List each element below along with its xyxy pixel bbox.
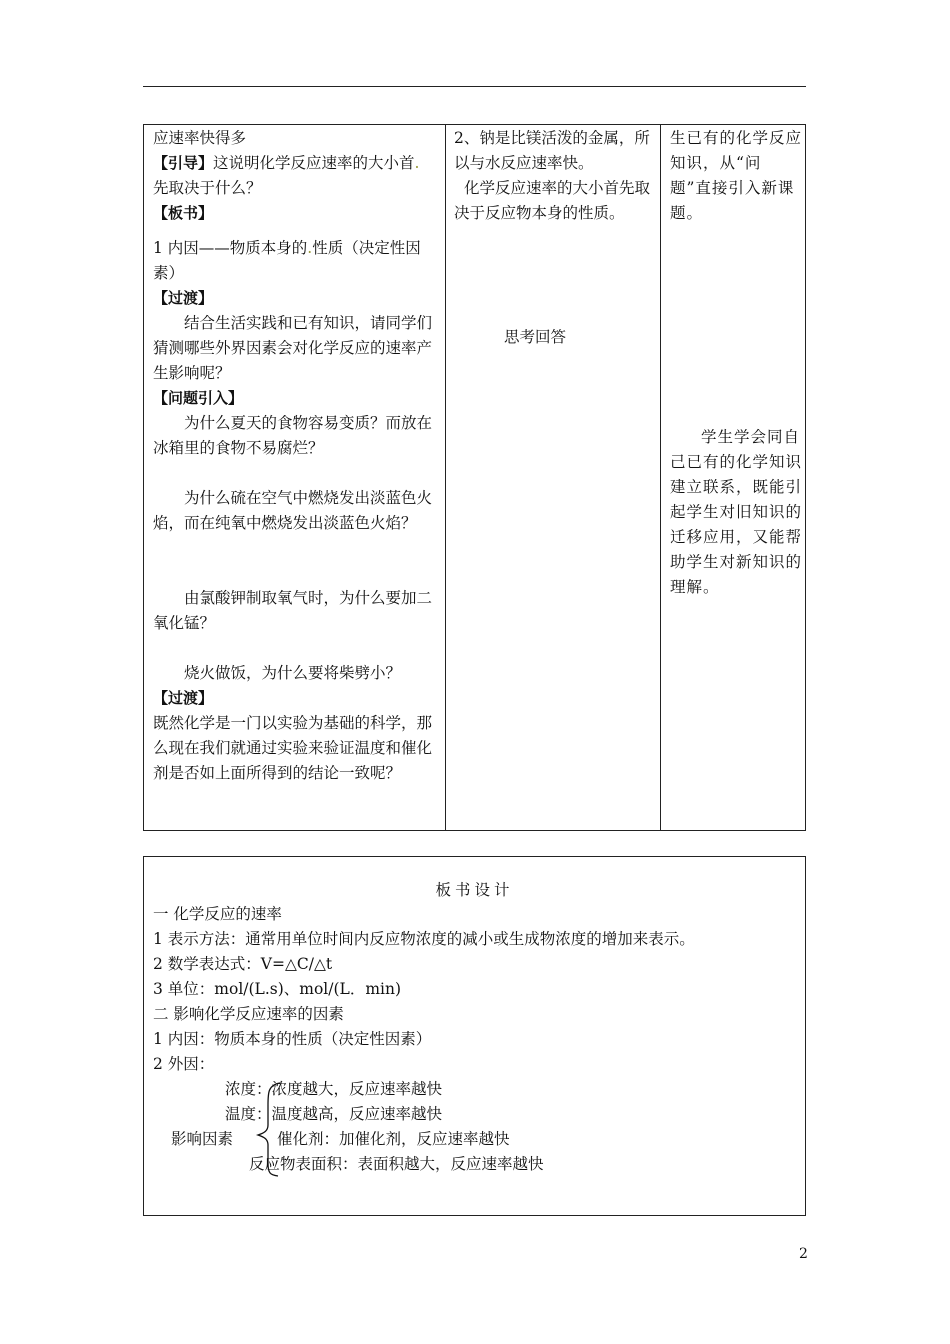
question-3: 由氯酸钾制取氧气时，为什么要加二氧化锰？: [153, 589, 433, 632]
answer-2: 化学反应速率的大小首先取决于反应物本身的性质。: [454, 179, 651, 222]
board-design-box: [143, 856, 806, 1216]
board-line: 二 影响化学反应速率的因素: [153, 1005, 344, 1023]
internal-text-a: 1 内因——物质本身的: [153, 239, 308, 257]
question-4: 烧火做饭，为什么要将柴劈小？: [184, 664, 402, 682]
board-title: 板书设计: [435, 881, 514, 899]
transition-tag-2: 【过渡】: [153, 689, 214, 707]
think-answer: 思考回答: [504, 328, 567, 346]
board-line: 1 表示方法：通常用单位时间内反应物浓度的减小或生成物浓度的增加来表示。: [153, 930, 695, 948]
answer-1: 2、钠是比镁活泼的金属，所以与水反应速率快。: [454, 129, 650, 172]
header-rule: [143, 86, 806, 87]
guide-tag: 【引导】: [153, 154, 214, 172]
transition-text: 结合生活实践和已有知识，请同学们猜测哪些外界因素会对化学反应的速率产生影响呢？: [153, 314, 433, 382]
internal-text-b: 性质（决定性因素）: [153, 239, 421, 282]
text-line: 应速率快得多: [153, 129, 247, 147]
board-line: 一 化学反应的速率: [153, 905, 282, 923]
board-line: 2 外因：: [153, 1055, 215, 1073]
page-number: 2: [799, 1246, 808, 1262]
column-divider: [445, 125, 446, 830]
question-tag: 【问题引入】: [153, 389, 244, 407]
internal-factor: [153, 236, 438, 286]
internal-dot: .: [307, 239, 313, 257]
factor-concentration: 浓度：浓度越大，反应速率越快: [225, 1080, 443, 1098]
curly-brace-icon: [254, 1079, 284, 1179]
design-note-2: 学生学会同自己已有的化学知识建立联系，既能引起学生对旧知识的迁移应用，又能帮助学生对新知识的理解。: [670, 428, 803, 596]
board-line: 2 数学表达式：V=△C/△t: [153, 955, 333, 973]
board-line: 1 内因：物质本身的性质（决定性因素）: [153, 1030, 432, 1048]
factor-surface-area: 反应物表面积：表面积越大，反应速率越快: [249, 1155, 544, 1173]
factor-temperature: 温度：温度越高，反应速率越快: [225, 1105, 443, 1123]
guide-text-2: 先取决于什么？: [153, 179, 262, 197]
question-1: 为什么夏天的食物容易变质？而放在冰箱里的食物不易腐烂？: [153, 414, 433, 457]
guide-dot: .: [414, 154, 420, 172]
lesson-table: [143, 124, 806, 831]
transition-text-2: 既然化学是一门以实验为基础的科学，那么现在我们就通过实验来验证温度和催化剂是否如上面所得到的结论一致呢？: [153, 714, 433, 782]
factor-catalyst: 催化剂：加催化剂，反应速率越快: [277, 1130, 510, 1148]
board-line: 3 单位：mol/(L.s)、mol/(L．min): [153, 980, 402, 998]
guide-text: 这说明化学反应速率的大小首: [213, 154, 415, 172]
board-tag: 【板书】: [153, 204, 214, 222]
question-2: 为什么硫在空气中燃烧发出淡蓝色火焰，而在纯氧中燃烧发出淡蓝色火焰？: [153, 489, 433, 532]
factors-label: 影响因素: [171, 1130, 234, 1148]
transition-tag: 【过渡】: [153, 289, 214, 307]
column-divider: [660, 125, 661, 830]
design-note-1: 生已有的化学反应知识，从“问题”直接引入新课题。: [670, 129, 803, 222]
guide-paragraph: [153, 151, 440, 201]
